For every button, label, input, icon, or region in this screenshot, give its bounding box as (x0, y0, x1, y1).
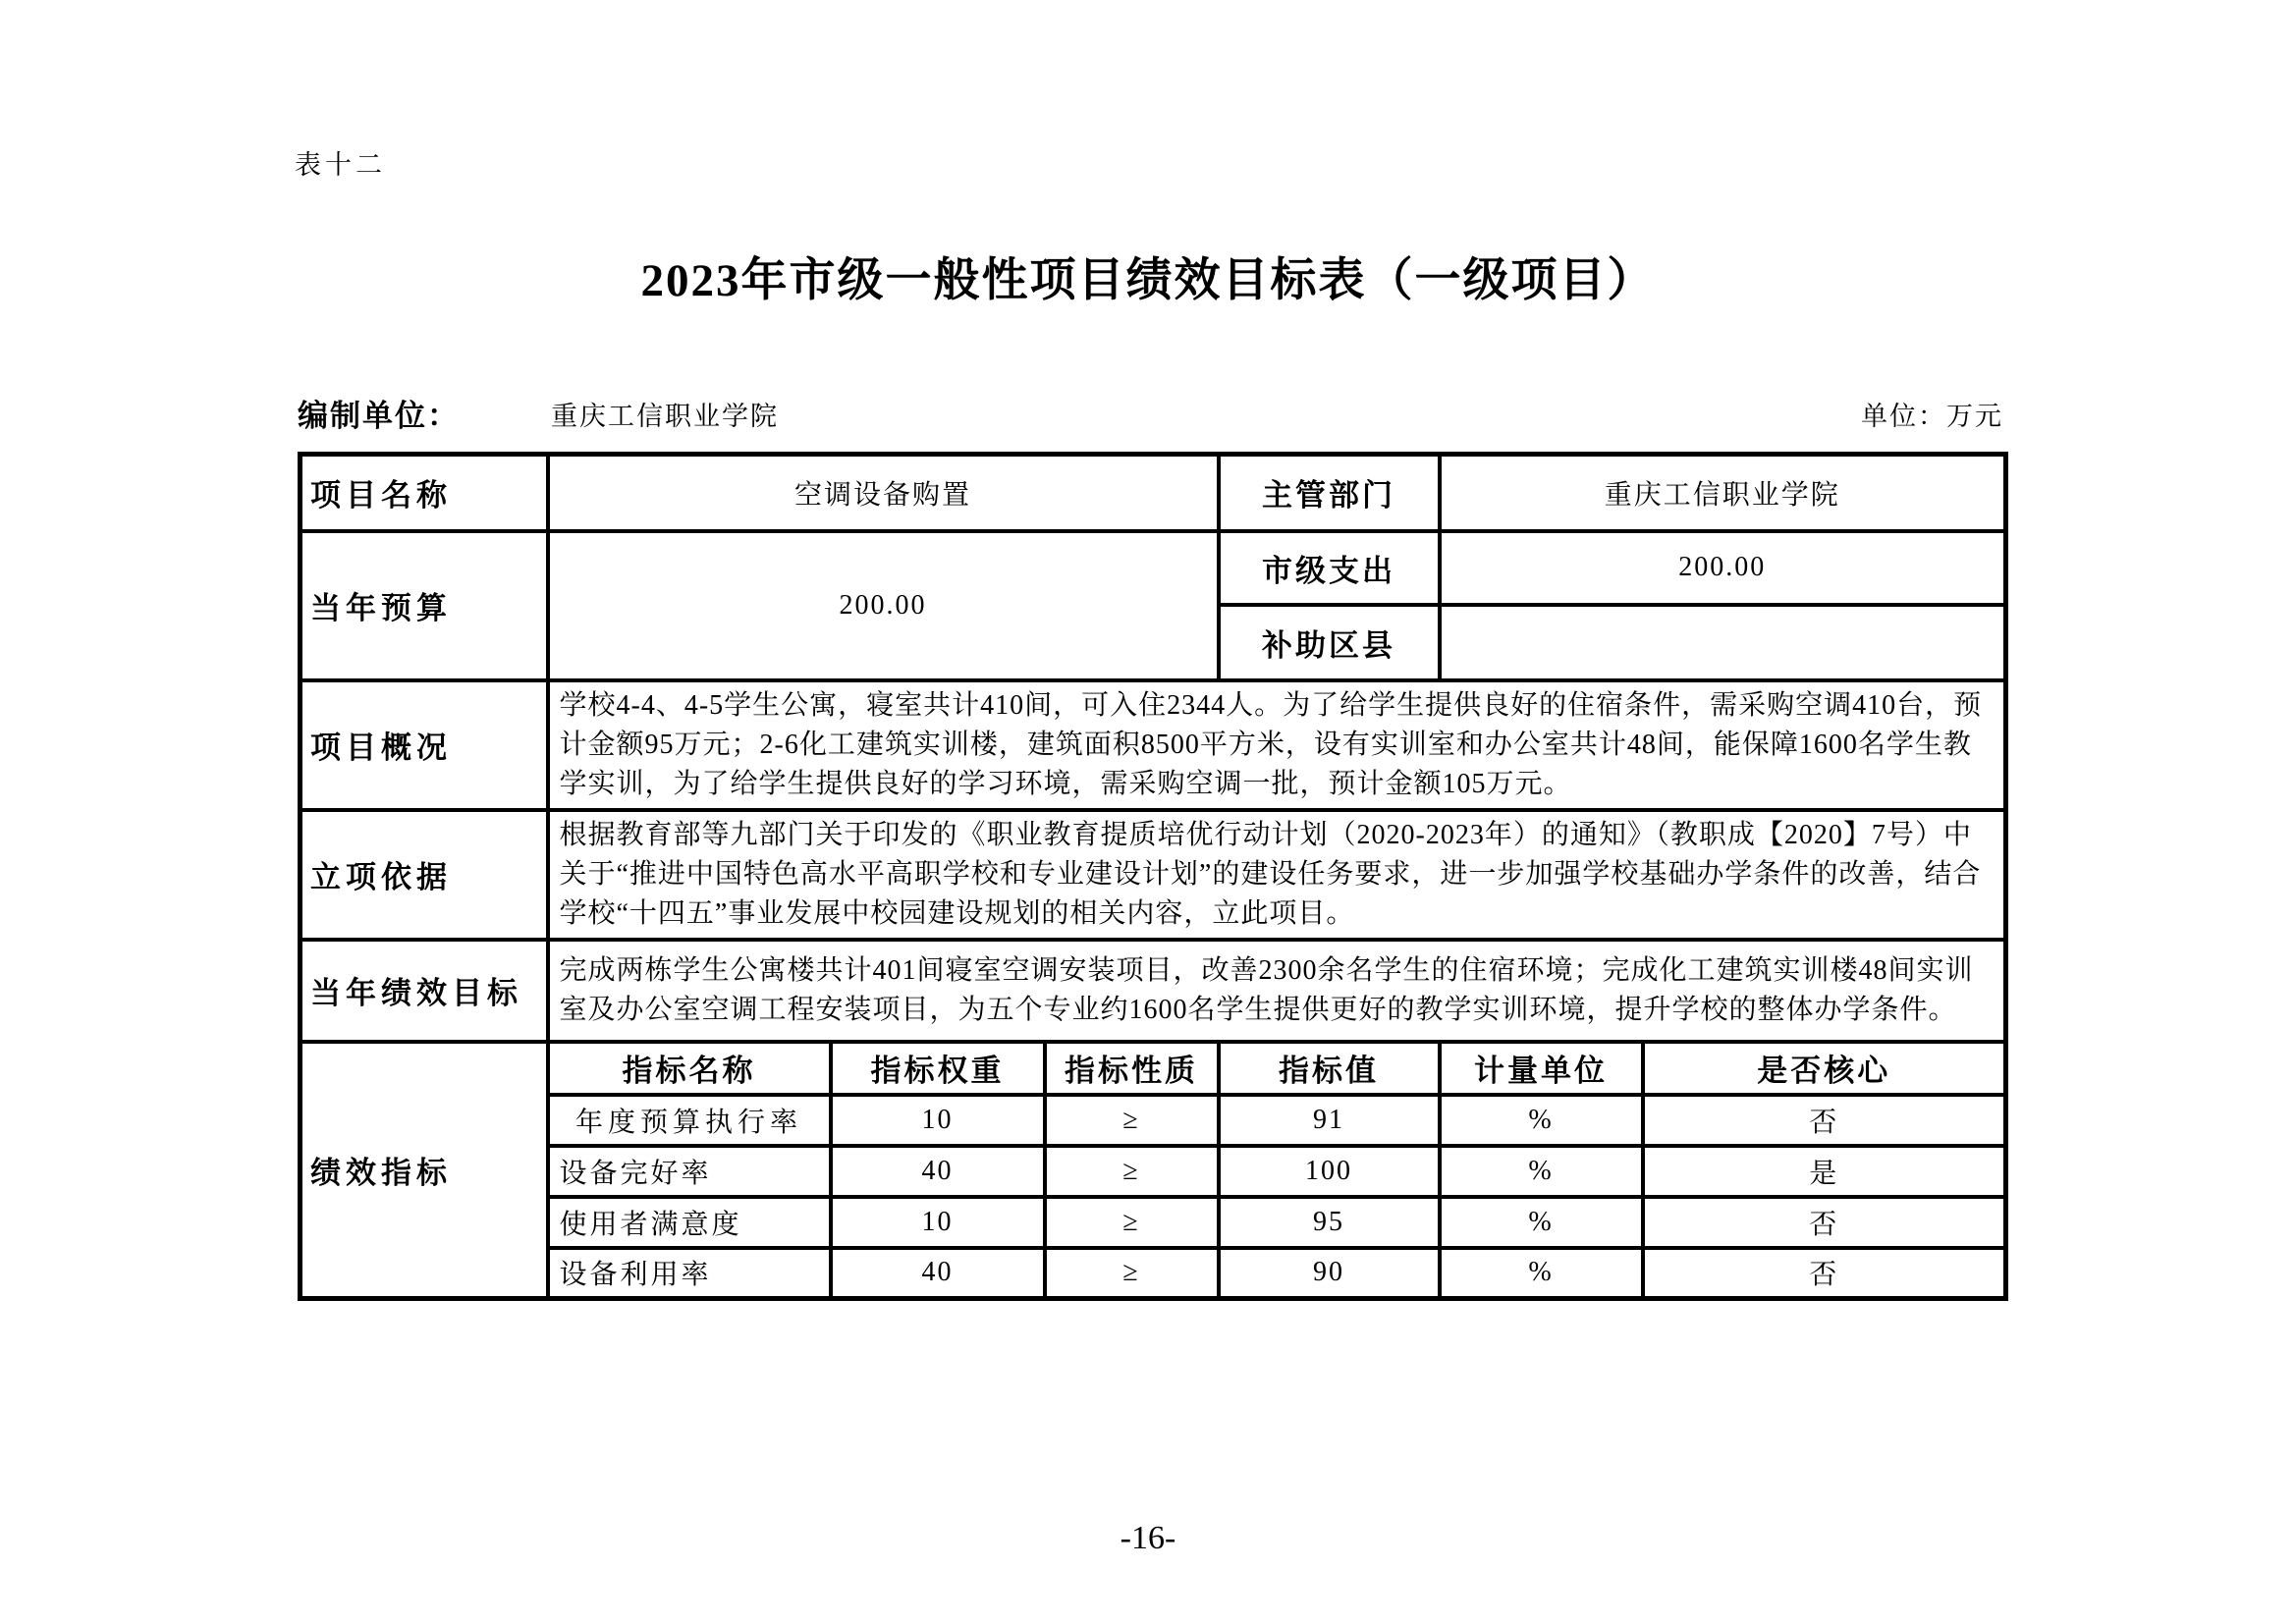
indicator-row (301, 1248, 2006, 1299)
target-value: 完成两栋学生公寓楼共计401间寝室空调安装项目，改善2300余名学生的住宿环境；完成化工建筑实训楼48间实训室及办公室空调工程安装项目，为五个专业约1600名学生提供更好的教学实训环境，提升学校的整体办学条件。 (548, 940, 2006, 1042)
prepared-by-label: 编制单位： (298, 399, 460, 433)
department-value: 重庆工信职业学院 (1440, 455, 2006, 531)
indicator-unit: % (1440, 1248, 1643, 1299)
indicator-value: 100 (1219, 1146, 1440, 1197)
meta-row (298, 391, 2003, 434)
county-subsidy-value (1440, 605, 2006, 680)
table-row (301, 455, 2006, 531)
annual-budget-value: 200.00 (548, 531, 1219, 680)
indicator-row (301, 1197, 2006, 1248)
table-row (301, 810, 2006, 940)
overview-label: 项目概况 (301, 680, 548, 810)
city-expense-value: 200.00 (1440, 531, 2006, 605)
indicator-name: 设备利用率 (548, 1248, 831, 1299)
indicator-unit: % (1440, 1095, 1643, 1146)
indicator-value: 90 (1219, 1248, 1440, 1299)
indicator-header-name: 指标名称 (548, 1042, 831, 1095)
indicators-label: 绩效指标 (301, 1042, 548, 1299)
prepared-by-value: 重庆工信职业学院 (551, 402, 779, 431)
indicator-value: 91 (1219, 1095, 1440, 1146)
indicator-header-unit: 计量单位 (1440, 1042, 1643, 1095)
indicator-row (301, 1095, 2006, 1146)
basis-label: 立项依据 (301, 810, 548, 940)
indicator-core: 否 (1643, 1248, 2006, 1299)
project-name-value: 空调设备购置 (548, 455, 1219, 531)
indicator-unit: % (1440, 1197, 1643, 1248)
indicator-core: 是 (1643, 1146, 2006, 1197)
indicator-nature: ≥ (1045, 1146, 1219, 1197)
page-number: -16- (1120, 1520, 1176, 1556)
performance-target-table (298, 452, 2008, 1301)
county-subsidy-label: 补助区县 (1219, 605, 1440, 680)
page-title: 2023年市级一般性项目绩效目标表（一级项目） (640, 255, 1656, 306)
indicator-header-weight: 指标权重 (831, 1042, 1045, 1095)
overview-value: 学校4-4、4-5学生公寓，寝室共计410间，可入住2344人。为了给学生提供良好的住宿条件，需采购空调410台，预计金额95万元；2-6化工建筑实训楼，建筑面积8500平方米，设有实训室和办公室共计48间，能保障1600名学生教学实训，为了给学生提供良好的学习环境，需采购空调一批，预计金额105万元。 (548, 680, 2006, 810)
unit-note: 单位：万元 (1861, 402, 2003, 431)
indicator-nature: ≥ (1045, 1095, 1219, 1146)
indicator-header-nature: 指标性质 (1045, 1042, 1219, 1095)
indicator-name: 设备完好率 (548, 1146, 831, 1197)
indicator-header-core: 是否核心 (1643, 1042, 2006, 1095)
table-row (301, 940, 2006, 1042)
indicator-core: 否 (1643, 1197, 2006, 1248)
table-row (301, 680, 2006, 810)
indicator-weight: 40 (831, 1248, 1045, 1299)
project-name-label: 项目名称 (301, 455, 548, 531)
basis-value: 根据教育部等九部门关于印发的《职业教育提质培优行动计划（2020-2023年）的通知》（教职成【2020】7号）中关于“推进中国特色高水平高职学校和专业建设计划”的建设任务要求，进一步加强学校基础办学条件的改善，结合学校“十四五”事业发展中校园建设规划的相关内容，立此项目。 (548, 810, 2006, 940)
city-expense-label: 市级支出 (1219, 531, 1440, 605)
indicator-value: 95 (1219, 1197, 1440, 1248)
indicator-unit: % (1440, 1146, 1643, 1197)
indicator-row (301, 1146, 2006, 1197)
target-label: 当年绩效目标 (301, 940, 548, 1042)
table-number-label: 表十二 (295, 150, 386, 180)
indicator-name: 年度预算执行率 (548, 1095, 831, 1146)
indicator-core: 否 (1643, 1095, 2006, 1146)
indicator-nature: ≥ (1045, 1248, 1219, 1299)
indicator-nature: ≥ (1045, 1197, 1219, 1248)
table-row (301, 531, 2006, 605)
annual-budget-label: 当年预算 (301, 531, 548, 680)
department-label: 主管部门 (1219, 455, 1440, 531)
indicator-weight: 10 (831, 1095, 1045, 1146)
indicator-header-row (301, 1042, 2006, 1095)
indicator-weight: 40 (831, 1146, 1045, 1197)
indicator-header-value: 指标值 (1219, 1042, 1440, 1095)
indicator-weight: 10 (831, 1197, 1045, 1248)
indicator-name: 使用者满意度 (548, 1197, 831, 1248)
